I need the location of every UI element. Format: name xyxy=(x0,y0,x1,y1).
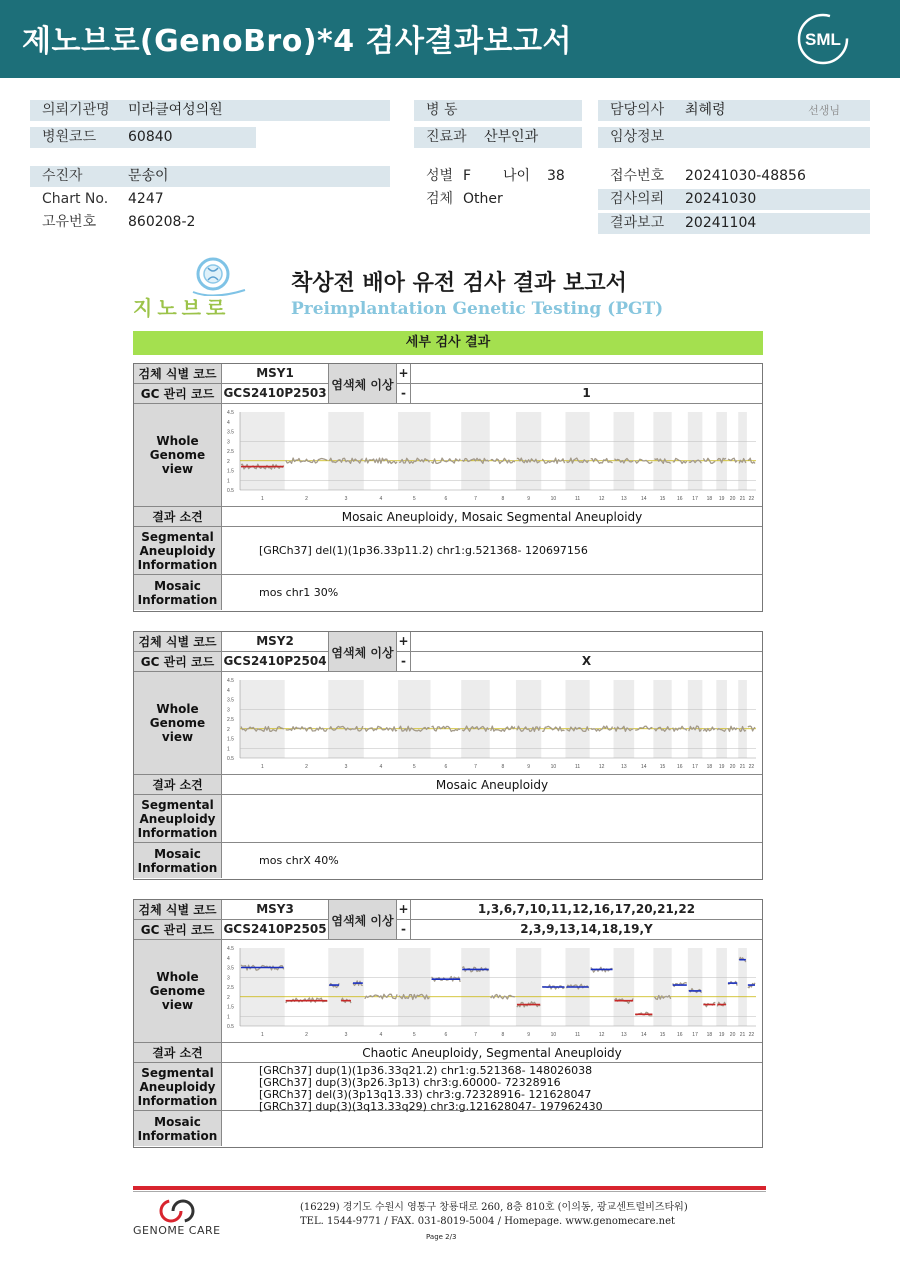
loss-sign: - xyxy=(397,920,411,939)
label: 수진자 xyxy=(42,168,83,184)
value: 4247 xyxy=(128,191,164,207)
chromosome-band xyxy=(653,680,671,758)
y-tick-label: 4 xyxy=(227,955,230,962)
y-tick-label: 1 xyxy=(227,746,230,753)
loss-value: 2,3,9,13,14,18,19,Y xyxy=(520,922,653,936)
x-tick-label: 18 xyxy=(706,496,713,502)
x-tick-label: 9 xyxy=(527,496,530,502)
x-tick-label: 13 xyxy=(621,764,627,770)
info-hospital-code xyxy=(30,127,256,148)
x-tick-label: 20 xyxy=(729,496,736,502)
chromosome-band xyxy=(461,680,490,758)
chromosome-band xyxy=(398,680,430,758)
whole-genome-label: Whole Genome view xyxy=(134,940,222,1042)
x-tick-label: 4 xyxy=(379,1032,383,1038)
gc-code-label: GC 관리 코드 xyxy=(134,920,222,939)
whole-genome-row xyxy=(134,404,762,507)
x-tick-label: 13 xyxy=(621,496,627,502)
chromosome-band xyxy=(738,680,747,758)
label: 의뢰기관명 xyxy=(42,102,110,118)
x-tick-label: 6 xyxy=(444,1032,448,1038)
chromosome-band xyxy=(565,680,589,758)
y-tick-label: 2 xyxy=(227,726,230,733)
x-tick-label: 16 xyxy=(676,764,683,770)
label: Chart No. xyxy=(42,191,109,207)
info-receipt-no xyxy=(598,166,870,187)
x-tick-label: 8 xyxy=(501,496,505,502)
x-tick-label: 8 xyxy=(501,764,505,770)
value: 20241030 xyxy=(685,191,757,207)
sample-block-msy1 xyxy=(133,363,763,612)
y-tick-label: 4.5 xyxy=(227,678,234,684)
sml-logo xyxy=(796,12,850,66)
x-tick-label: 3 xyxy=(344,1032,348,1038)
x-tick-label: 17 xyxy=(692,764,698,770)
mosaic-value: mos chr1 30% xyxy=(259,586,339,599)
copy-number-trace xyxy=(365,994,397,999)
segmental-label: Segmental Aneuploidy Information xyxy=(134,1063,222,1110)
age-label: 나이 xyxy=(503,168,531,184)
value: 미라클여성의원 xyxy=(128,102,223,118)
x-tick-label: 21 xyxy=(739,764,746,770)
x-tick-label: 1 xyxy=(260,496,264,502)
contact-line: TEL. 1544-9771 / FAX. 031-8019-5004 / Homepage. www.genomecare.net xyxy=(300,1216,676,1227)
value: 산부인과 xyxy=(484,129,539,145)
x-tick-label: 12 xyxy=(598,1032,605,1038)
y-tick-label: 3.5 xyxy=(227,429,234,436)
age-value: 38 xyxy=(547,168,565,184)
chromosome-band xyxy=(240,412,285,490)
finding-label: 결과 소견 xyxy=(134,775,222,794)
chromosome-band xyxy=(461,412,490,490)
value: 20241030-48856 xyxy=(685,168,806,184)
label: 병 동 xyxy=(426,102,458,118)
x-tick-label: 10 xyxy=(550,1032,557,1038)
genobro-dna-icon xyxy=(133,256,248,296)
loss-sign: - xyxy=(397,384,411,403)
segmental-line: [GRCh37] del(3)(3p13q13.33) chr3:g.72328916- 121628047 xyxy=(259,1088,592,1101)
gc-code-value: GCS2410P2503 xyxy=(222,384,329,403)
finding-label: 결과 소견 xyxy=(134,1043,222,1062)
y-tick-label: 1.5 xyxy=(227,736,234,743)
label: 결과보고 xyxy=(610,215,665,231)
x-tick-label: 21 xyxy=(739,1032,746,1038)
label: 진료과 xyxy=(426,129,467,145)
value: Other xyxy=(463,191,503,207)
specimen-code-row xyxy=(134,364,762,392)
section-title: 세부 검사 결과 xyxy=(133,331,763,355)
sml-logo-text: SML xyxy=(805,30,841,49)
finding-row xyxy=(134,775,762,795)
chromosome-band xyxy=(328,412,364,490)
chromosome-band xyxy=(653,412,671,490)
x-tick-label: 15 xyxy=(659,496,666,502)
x-tick-label: 7 xyxy=(474,496,477,502)
y-tick-label: 1.5 xyxy=(227,1004,234,1011)
loss-sign: - xyxy=(397,652,411,671)
info-unique-no xyxy=(30,212,390,233)
specimen-code-row xyxy=(134,900,762,928)
x-tick-label: 11 xyxy=(574,1032,581,1038)
y-tick-label: 0.5 xyxy=(227,488,234,494)
footer-accent-line xyxy=(133,1186,766,1190)
whole-genome-plot-cell xyxy=(222,404,762,506)
info-chart-no xyxy=(30,189,390,210)
chromosome-band xyxy=(716,948,727,1026)
gc-code-row xyxy=(134,652,762,672)
x-tick-label: 6 xyxy=(444,496,448,502)
chrom-abnormality-label: 염색체 이상 xyxy=(329,632,397,672)
x-tick-label: 3 xyxy=(344,764,348,770)
x-tick-label: 22 xyxy=(748,496,755,502)
mosaic-row xyxy=(134,843,762,878)
copy-number-trace xyxy=(635,726,652,730)
y-tick-label: 4 xyxy=(227,687,230,694)
mosaic-row xyxy=(134,575,762,610)
page-number: Page 2/3 xyxy=(426,1233,457,1241)
x-tick-label: 15 xyxy=(659,764,666,770)
chromosome-band xyxy=(614,680,635,758)
doctor-suffix: 선생님 xyxy=(808,104,840,117)
chromosome-band xyxy=(716,680,727,758)
value: 최혜령 xyxy=(685,102,726,118)
segmental-value: [GRCh37] del(1)(1p36.33p11.2) chr1:g.521368- 120697156 xyxy=(259,544,588,557)
copy-number-trace xyxy=(635,459,652,463)
x-tick-label: 1 xyxy=(260,764,264,770)
y-tick-label: 2.5 xyxy=(227,985,234,991)
segmental-line: [GRCh37] dup(3)(3p26.3p13) chr3:g.60000- 72328916 xyxy=(259,1076,561,1089)
segmental-line: [GRCh37] dup(1)(1p36.33q21.2) chr1:g.521368- 148026038 xyxy=(259,1064,593,1077)
chromosome-band xyxy=(565,412,589,490)
finding-label: 결과 소견 xyxy=(134,507,222,526)
genobro-logo-text: 지노브로 xyxy=(133,296,231,320)
report-header-title: 제노브로(GenoBro)*4 검사결과보고서 xyxy=(22,24,572,59)
genome-plot-msy3 xyxy=(226,944,758,1038)
x-tick-label: 10 xyxy=(550,496,557,502)
info-sex-age xyxy=(414,166,582,187)
label: 고유번호 xyxy=(42,214,97,230)
x-tick-label: 18 xyxy=(706,1032,713,1038)
chromosome-band xyxy=(240,948,285,1026)
y-tick-label: 0.5 xyxy=(227,756,234,762)
chromosome-band xyxy=(688,412,703,490)
genome-care-logo-text: GENOME CARE xyxy=(133,1224,221,1237)
gc-code-value: GCS2410P2504 xyxy=(222,652,329,671)
gain-value xyxy=(411,632,762,651)
loss-value: X xyxy=(581,654,592,668)
chrom-abnormality-label: 염색체 이상 xyxy=(329,900,397,940)
x-tick-label: 7 xyxy=(474,1032,477,1038)
gc-code-label: GC 관리 코드 xyxy=(134,652,222,671)
segmental-row xyxy=(134,527,762,575)
x-tick-label: 2 xyxy=(305,496,308,502)
segmental-value xyxy=(222,1063,762,1113)
y-tick-label: 3 xyxy=(227,975,230,982)
x-tick-label: 2 xyxy=(305,764,308,770)
copy-number-trace xyxy=(728,458,737,462)
specimen-code-label: 검체 식별 코드 xyxy=(134,632,222,651)
x-tick-label: 15 xyxy=(659,1032,666,1038)
sample-block-msy3 xyxy=(133,899,763,1148)
whole-genome-label: Whole Genome view xyxy=(134,404,222,506)
whole-genome-label: Whole Genome view xyxy=(134,672,222,774)
genome-plot-msy1 xyxy=(226,408,758,502)
x-tick-label: 20 xyxy=(729,764,736,770)
finding-value: Chaotic Aneuploidy, Segmental Aneuploidy xyxy=(362,1045,622,1060)
mosaic-value xyxy=(222,1111,762,1146)
specimen-code-label: 검체 식별 코드 xyxy=(134,364,222,383)
sex-value: F xyxy=(463,168,472,184)
whole-genome-row xyxy=(134,672,762,775)
sex-label: 성별 xyxy=(426,168,454,184)
x-tick-label: 20 xyxy=(729,1032,736,1038)
genobro-logo xyxy=(133,256,248,320)
x-tick-label: 11 xyxy=(574,764,581,770)
specimen-code-value: MSY3 xyxy=(222,900,329,919)
x-tick-label: 2 xyxy=(305,1032,308,1038)
copy-number-trace xyxy=(703,727,715,731)
x-tick-label: 6 xyxy=(444,764,448,770)
segmental-label: Segmental Aneuploidy Information xyxy=(134,527,222,574)
mosaic-label: Mosaic Information xyxy=(134,1111,222,1146)
mosaic-row xyxy=(134,1111,762,1146)
y-tick-label: 4.5 xyxy=(227,410,234,416)
gc-code-row xyxy=(134,920,762,940)
info-department xyxy=(414,127,582,148)
x-tick-label: 14 xyxy=(640,496,647,502)
info-test-request xyxy=(598,189,870,210)
x-tick-label: 12 xyxy=(598,764,605,770)
gain-value: 1,3,6,7,10,11,12,16,17,20,21,22 xyxy=(477,902,696,916)
gain-sign: + xyxy=(397,364,411,383)
gain-sign: + xyxy=(397,632,411,651)
x-tick-label: 8 xyxy=(501,1032,505,1038)
chromosome-band xyxy=(688,680,703,758)
specimen-code-row xyxy=(134,632,762,660)
genome-plot-msy2 xyxy=(226,676,758,770)
y-tick-label: 1 xyxy=(227,478,230,485)
footer-address xyxy=(300,1201,688,1229)
segmental-value-empty xyxy=(222,795,762,842)
specimen-code-label: 검체 식별 코드 xyxy=(134,900,222,919)
genome-care-mark-icon xyxy=(133,1198,233,1224)
whole-genome-plot-cell xyxy=(222,672,762,774)
x-tick-label: 16 xyxy=(676,1032,683,1038)
x-tick-label: 4 xyxy=(379,764,383,770)
whole-genome-row xyxy=(134,940,762,1043)
gain-sign: + xyxy=(397,900,411,919)
value: 860208-2 xyxy=(128,214,196,230)
specimen-code-value: MSY2 xyxy=(222,632,329,651)
x-tick-label: 18 xyxy=(706,764,713,770)
y-tick-label: 3.5 xyxy=(227,697,234,704)
x-tick-label: 17 xyxy=(692,1032,698,1038)
value: 문송이 xyxy=(128,168,169,184)
x-tick-label: 19 xyxy=(718,496,725,502)
chromosome-band xyxy=(688,948,703,1026)
value: 60840 xyxy=(128,129,173,145)
whole-genome-plot-cell xyxy=(222,940,762,1042)
chromosome-band xyxy=(516,680,541,758)
specimen-code-value: MSY1 xyxy=(222,364,329,383)
genome-care-logo xyxy=(133,1198,233,1242)
x-tick-label: 17 xyxy=(692,496,698,502)
finding-row xyxy=(134,1043,762,1063)
chromosome-band xyxy=(328,680,364,758)
gc-code-value: GCS2410P2505 xyxy=(222,920,329,939)
chromosome-band xyxy=(614,948,635,1026)
x-tick-label: 11 xyxy=(574,496,581,502)
mosaic-value: mos chrX 40% xyxy=(259,854,339,867)
info-clinical xyxy=(598,127,870,148)
x-tick-label: 5 xyxy=(412,496,416,502)
report-title: 착상전 배아 유전 검사 결과 보고서 xyxy=(291,271,627,296)
label: 병원코드 xyxy=(42,129,97,145)
chromosome-band xyxy=(240,680,285,758)
chromosome-band xyxy=(716,412,727,490)
chromosome-band xyxy=(516,948,541,1026)
x-tick-label: 12 xyxy=(598,496,605,502)
x-tick-label: 22 xyxy=(748,1032,755,1038)
mosaic-label: Mosaic Information xyxy=(134,843,222,878)
chromosome-band xyxy=(614,412,635,490)
y-tick-label: 2.5 xyxy=(227,717,234,723)
x-tick-label: 22 xyxy=(748,764,755,770)
label: 검사의뢰 xyxy=(610,191,665,207)
x-tick-label: 14 xyxy=(640,1032,647,1038)
x-tick-label: 3 xyxy=(344,496,348,502)
y-tick-label: 2 xyxy=(227,458,230,465)
x-tick-label: 13 xyxy=(621,1032,627,1038)
label: 담당의사 xyxy=(610,102,665,118)
x-tick-label: 14 xyxy=(640,764,647,770)
y-tick-label: 0.5 xyxy=(227,1024,234,1030)
chromosome-band xyxy=(738,412,747,490)
segmental-line: [GRCh37] dup(3)(3q13.33q29) chr3:g.121628047- 197962430 xyxy=(259,1100,603,1113)
info-requesting-institution xyxy=(30,100,390,121)
gain-value xyxy=(411,364,762,383)
y-tick-label: 3.5 xyxy=(227,965,234,972)
chrom-abnormality-label: 염색체 이상 xyxy=(329,364,397,404)
y-tick-label: 1 xyxy=(227,1014,230,1021)
y-tick-label: 2 xyxy=(227,994,230,1001)
x-tick-label: 5 xyxy=(412,764,416,770)
x-tick-label: 10 xyxy=(550,764,557,770)
finding-value: Mosaic Aneuploidy, Mosaic Segmental Aneuploidy xyxy=(341,509,643,524)
segmental-row xyxy=(134,795,762,843)
y-tick-label: 4.5 xyxy=(227,946,234,952)
chromosome-band xyxy=(653,948,671,1026)
y-tick-label: 3 xyxy=(227,439,230,446)
value: 20241104 xyxy=(685,215,757,231)
info-ward xyxy=(414,100,582,121)
segmental-label: Segmental Aneuploidy Information xyxy=(134,795,222,842)
address-line: (16229) 경기도 수원시 영통구 창룡대로 260, 8층 810호 (이의동, 광교센트럴비즈타워) xyxy=(300,1202,688,1213)
y-tick-label: 1.5 xyxy=(227,468,234,475)
chromosome-band xyxy=(516,412,541,490)
x-tick-label: 5 xyxy=(412,1032,416,1038)
label: 임상정보 xyxy=(610,129,665,145)
report-subtitle: Preimplantation Genetic Testing (PGT) xyxy=(291,299,664,319)
x-tick-label: 9 xyxy=(527,1032,530,1038)
x-tick-label: 1 xyxy=(260,1032,264,1038)
chromosome-band xyxy=(398,412,430,490)
top-header xyxy=(0,0,900,78)
gc-code-label: GC 관리 코드 xyxy=(134,384,222,403)
info-doctor xyxy=(598,100,870,121)
x-tick-label: 19 xyxy=(718,1032,725,1038)
loss-value: 1 xyxy=(582,386,591,400)
x-tick-label: 16 xyxy=(676,496,683,502)
x-tick-label: 9 xyxy=(527,764,530,770)
x-tick-label: 21 xyxy=(739,496,746,502)
info-specimen xyxy=(414,189,582,210)
label: 검체 xyxy=(426,191,454,207)
sample-block-msy2 xyxy=(133,631,763,880)
finding-value: Mosaic Aneuploidy xyxy=(435,777,549,792)
y-tick-label: 3 xyxy=(227,707,230,714)
footer-divider xyxy=(133,1191,766,1192)
x-tick-label: 7 xyxy=(474,764,477,770)
x-tick-label: 4 xyxy=(379,496,383,502)
label: 접수번호 xyxy=(610,168,665,184)
x-tick-label: 19 xyxy=(718,764,725,770)
chromosome-band xyxy=(398,948,430,1026)
mosaic-label: Mosaic Information xyxy=(134,575,222,610)
copy-number-trace xyxy=(673,726,687,731)
segmental-row xyxy=(134,1063,762,1111)
finding-row xyxy=(134,507,762,527)
gc-code-row xyxy=(134,384,762,404)
y-tick-label: 4 xyxy=(227,419,230,426)
info-result-report xyxy=(598,213,870,234)
chromosome-band xyxy=(461,948,490,1026)
info-examinee xyxy=(30,166,390,187)
y-tick-label: 2.5 xyxy=(227,449,234,455)
segmental-lines xyxy=(259,1065,603,1113)
